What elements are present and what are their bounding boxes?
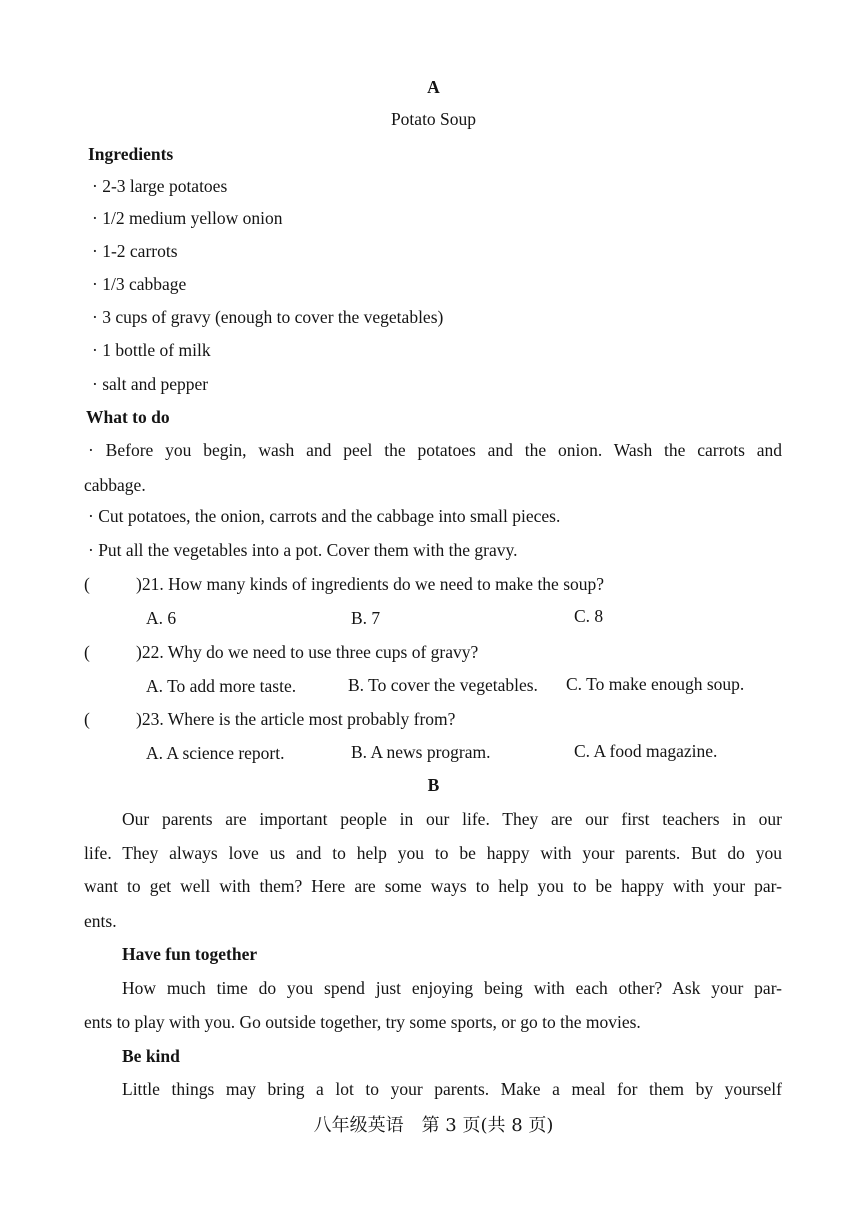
page-footer: 八年级英语 第 3 页(共 8 页) xyxy=(313,1115,554,1136)
step-text: · Before you begin, wash and peel the potatoes and the onion. Wash the carrots and xyxy=(88,440,782,460)
paragraph-line: Our parents are important people in our life. They are our first teachers in our xyxy=(122,809,782,829)
question-21 xyxy=(84,573,604,595)
question-stem: )21. How many kinds of ingredients do we need to make the soup? xyxy=(136,574,605,594)
option-a[interactable]: A. A science report. xyxy=(146,743,285,763)
subheading-be-kind: Be kind xyxy=(122,1046,180,1066)
paragraph-line: Little things may bring a lot to your parents. Make a meal for them by yourself xyxy=(122,1079,782,1099)
paragraph-line: How much time do you spend just enjoying being with each other? Ask your par- xyxy=(122,978,782,998)
option-b[interactable]: B. To cover the vegetables. xyxy=(348,675,538,695)
answer-paren[interactable]: ( xyxy=(84,574,90,594)
paragraph-line: want to get well with them? Here are some ways to help you to be happy with your par- xyxy=(84,876,782,896)
ingredient-item: · 1/2 medium yellow onion xyxy=(92,208,283,228)
ingredient-item: · 2-3 large potatoes xyxy=(92,176,228,196)
ingredient-item: · 1/3 cabbage xyxy=(92,274,187,294)
step-text: · Put all the vegetables into a pot. Cover them with the gravy. xyxy=(88,540,518,560)
step-text: · Cut potatoes, the onion, carrots and the cabbage into small pieces. xyxy=(88,506,561,526)
option-b[interactable]: B. A news program. xyxy=(351,742,491,762)
section-b-letter: B xyxy=(427,775,440,795)
recipe-title: Potato Soup xyxy=(390,109,477,129)
ingredient-item: · 1-2 carrots xyxy=(92,241,178,261)
question-stem: )23. Where is the article most probably from? xyxy=(136,709,456,729)
option-a[interactable]: A. To add more taste. xyxy=(146,676,297,696)
ingredient-item: · 1 bottle of milk xyxy=(92,340,211,360)
subheading-have-fun: Have fun together xyxy=(122,944,258,964)
answer-paren[interactable]: ( xyxy=(84,642,90,662)
paragraph-line: life. They always love us and to help you to be happy with your parents. But do you xyxy=(84,843,782,863)
section-a-letter: A xyxy=(427,77,440,97)
ingredient-item: · salt and pepper xyxy=(92,374,209,394)
paragraph-line: ents to play with you. Go outside together, try some sports, or go to the movies. xyxy=(84,1012,641,1032)
paragraph-line: ents. xyxy=(84,911,117,931)
ingredients-heading: Ingredients xyxy=(88,144,174,164)
option-c[interactable]: C. To make enough soup. xyxy=(566,674,745,694)
option-c[interactable]: C. A food magazine. xyxy=(574,741,718,761)
question-stem: )22. Why do we need to use three cups of gravy? xyxy=(136,642,479,662)
option-c[interactable]: C. 8 xyxy=(574,606,604,626)
question-22 xyxy=(84,641,478,663)
ingredient-item: · 3 cups of gravy (enough to cover the vegetables) xyxy=(92,307,444,327)
answer-paren[interactable]: ( xyxy=(84,709,90,729)
what-to-do-heading: What to do xyxy=(86,407,170,427)
question-23 xyxy=(84,708,455,730)
option-a[interactable]: A. 6 xyxy=(146,608,177,628)
option-b[interactable]: B. 7 xyxy=(351,608,381,628)
step-text: cabbage. xyxy=(84,475,146,495)
